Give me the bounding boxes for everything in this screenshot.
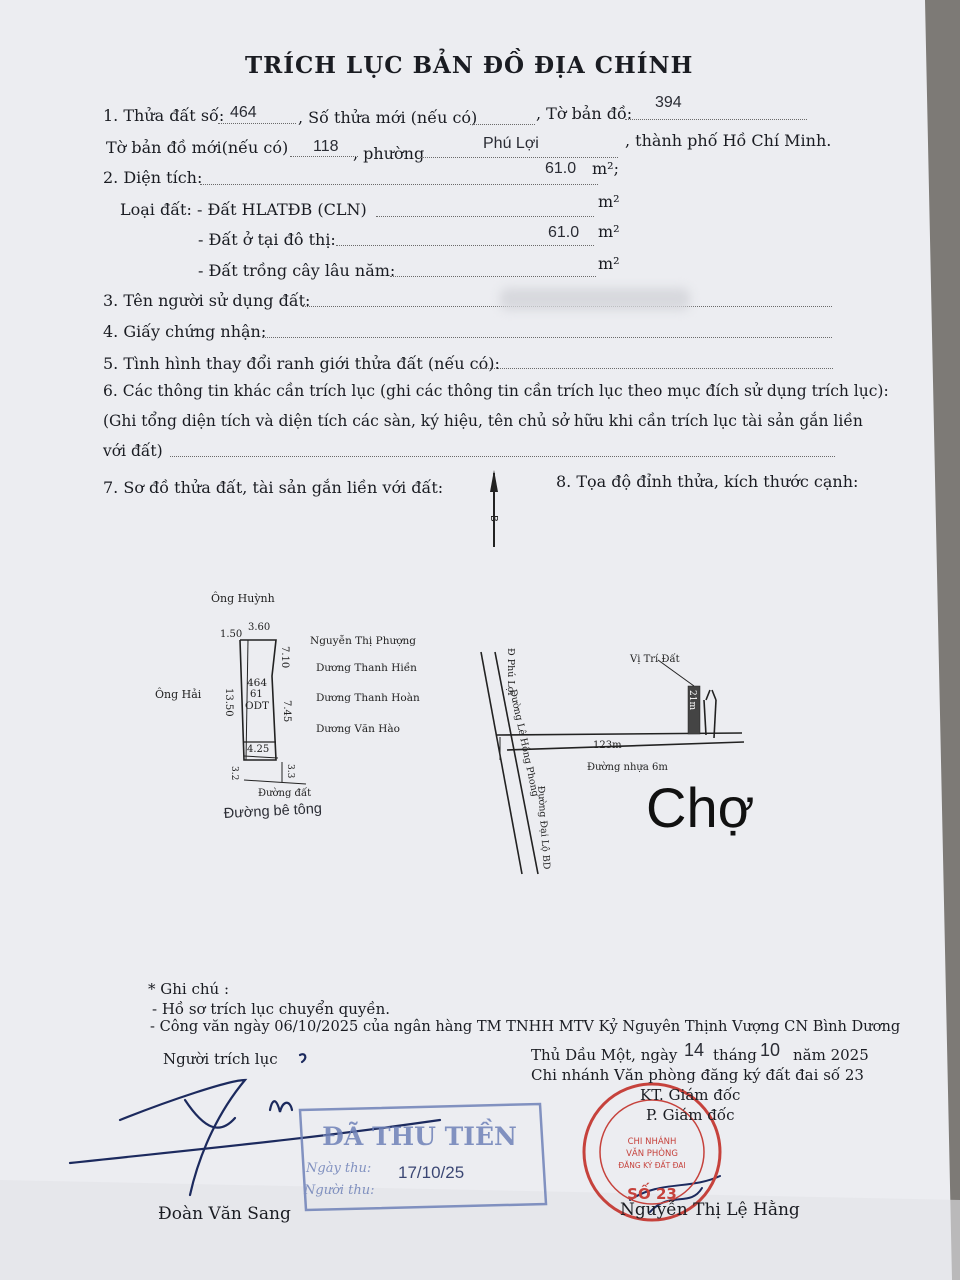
ward-name: Phú Lợi	[483, 135, 539, 152]
city-label: , thành phố Hồ Chí Minh.	[625, 131, 832, 150]
document-title: TRÍCH LỤC BẢN ĐỒ ĐỊA CHÍNH	[245, 52, 694, 79]
extractor-title: Người trích lục	[163, 1050, 278, 1068]
boundary-change-label: 5. Tình hình thay đổi ranh giới thửa đất (nếu có):	[103, 354, 500, 373]
parcel-number: 464	[230, 104, 257, 121]
plot-use-code: ODT	[245, 700, 270, 712]
area-unit: m²;	[592, 159, 619, 178]
year-label: năm 2025	[793, 1046, 869, 1064]
paved-road-label: Đường nhựa 6m	[587, 762, 668, 773]
street-phu-loi: Đ Phú Lợi	[505, 648, 516, 696]
director-name: Nguyễn Thị Lệ Hằng	[620, 1200, 800, 1220]
place-date-prefix: Thủ Dầu Một, ngày	[531, 1046, 678, 1064]
new-map-sheet-label: Tờ bản đồ mới(nếu có)	[106, 138, 289, 157]
land-type-3-unit: m²	[598, 254, 620, 273]
dim-bottom: 4.25	[247, 744, 270, 755]
month-label: tháng	[713, 1046, 757, 1064]
neighbor-right-1: Nguyễn Thị Phượng	[310, 635, 417, 647]
dim-top-a: 1.50	[220, 629, 243, 640]
paid-stamp-date-label: Ngày thu:	[306, 1161, 372, 1176]
seal-line-2: VĂN PHÒNG	[626, 1149, 678, 1159]
new-map-sheet-number: 118	[313, 138, 339, 155]
map-sheet-number: 394	[655, 94, 682, 111]
other-info-label: 6. Các thông tin khác cần trích lục (ghi các thông tin cần trích lục theo mục đích sử dụng trích lục):	[103, 382, 889, 400]
notes-heading: * Ghi chú :	[148, 980, 230, 998]
parcel-label: 1. Thửa đất số:	[103, 106, 225, 125]
area-value: 61.0	[545, 160, 577, 177]
neighbor-right-3: Dương Thanh Hoàn	[316, 692, 420, 704]
paid-stamp	[300, 1104, 546, 1210]
neighbor-right-2: Dương Thanh Hiền	[316, 662, 417, 674]
note-1: - Hồ sơ trích lục chuyển quyền.	[152, 1000, 391, 1018]
seal-line-3: ĐĂNG KÝ ĐẤT ĐAI	[618, 1161, 686, 1170]
other-info-note-1: (Ghi tổng diện tích và diện tích các sàn, ký hiệu, tên chủ sở hữu khi cần trích lục tài sản gắn liền	[103, 412, 863, 430]
user-name-label: 3. Tên người sử dụng đất:	[103, 291, 311, 310]
land-type-1-label: Loại đất: - Đất HLATĐB (CLN)	[120, 200, 367, 219]
new-parcel-label: , Số thửa mới (nếu có)	[298, 108, 478, 127]
road-printed: Đường đất	[258, 788, 312, 799]
street-le-hong-phong: Đường Lê Hồng Phong	[507, 688, 541, 798]
ward-label: , phường	[353, 144, 425, 163]
neighbor-left: Ông Hải	[155, 688, 202, 701]
plot-area: 61	[250, 689, 263, 700]
seal-line-4: SỐ 23	[627, 1185, 677, 1203]
neighbor-top: Ông Huỳnh	[211, 592, 275, 605]
dim-top-b: 3.60	[248, 622, 271, 633]
land-type-2-label: - Đất ở tại đô thị:	[198, 230, 336, 249]
dim-right-upper: 7.10	[279, 646, 290, 669]
land-type-2-value: 61.0	[548, 224, 580, 241]
neighbor-right-4: Dương Văn Hào	[316, 723, 401, 735]
certificate-label: 4. Giấy chứng nhận:	[103, 322, 267, 341]
other-info-note-2: với đất)	[103, 442, 163, 460]
dim-right-lower: 7.45	[281, 700, 292, 723]
road-handwritten: Đường bê tông	[223, 800, 323, 822]
land-type-3-label: - Đất trồng cây lâu năm:	[198, 261, 396, 280]
map-sheet-label: , Tờ bản đồ:	[536, 104, 633, 123]
paid-stamp-title: ĐÃ THU TIỀN	[322, 1122, 517, 1151]
north-label: B	[488, 515, 499, 522]
kt-director: KT. Giám đốc	[640, 1086, 741, 1104]
parcel-diagram-label: 7. Sơ đồ thửa đất, tài sản gắn liền với đất:	[103, 478, 444, 497]
parcel-sketch	[240, 640, 306, 784]
sign-month: 10	[760, 1040, 781, 1060]
deputy-director: P. Giám đốc	[646, 1106, 735, 1124]
alley-length: 21m	[687, 690, 697, 710]
coordinates-label: 8. Tọa độ đỉnh thửa, kích thước cạnh:	[556, 472, 859, 491]
land-type-1-unit: m²	[598, 192, 620, 211]
sign-day: 14	[684, 1040, 705, 1060]
north-arrow-icon	[488, 470, 499, 547]
dim-bottom-left: 3.2	[229, 766, 239, 781]
site-label: Vị Trí Đất	[630, 654, 680, 665]
market-label: Chợ	[646, 776, 755, 839]
street-dai-lo: Đường Đại Lộ BD	[535, 785, 552, 870]
note-2: - Công văn ngày 06/10/2025 của ngân hàng TM TNHH MTV Kỷ Nguyên Thịnh Vượng CN Bình Dương	[150, 1018, 901, 1035]
seal-line-1: CHI NHÁNH	[627, 1137, 677, 1147]
paid-stamp-date-value: 17/10/25	[398, 1163, 465, 1182]
dim-left: 13.50	[223, 688, 234, 717]
plot-parcel-number: 464	[247, 677, 268, 689]
extractor-name: Đoàn Văn Sang	[158, 1204, 291, 1224]
office-name: Chi nhánh Văn phòng đăng ký đất đai số 23	[531, 1066, 864, 1084]
land-type-2-unit: m²	[598, 222, 620, 241]
dim-bottom-right: 3.3	[285, 764, 295, 779]
paid-stamp-collector-label: Người thu:	[304, 1183, 375, 1198]
area-label: 2. Diện tích:	[103, 168, 203, 187]
distance-label: 123m	[593, 740, 622, 751]
